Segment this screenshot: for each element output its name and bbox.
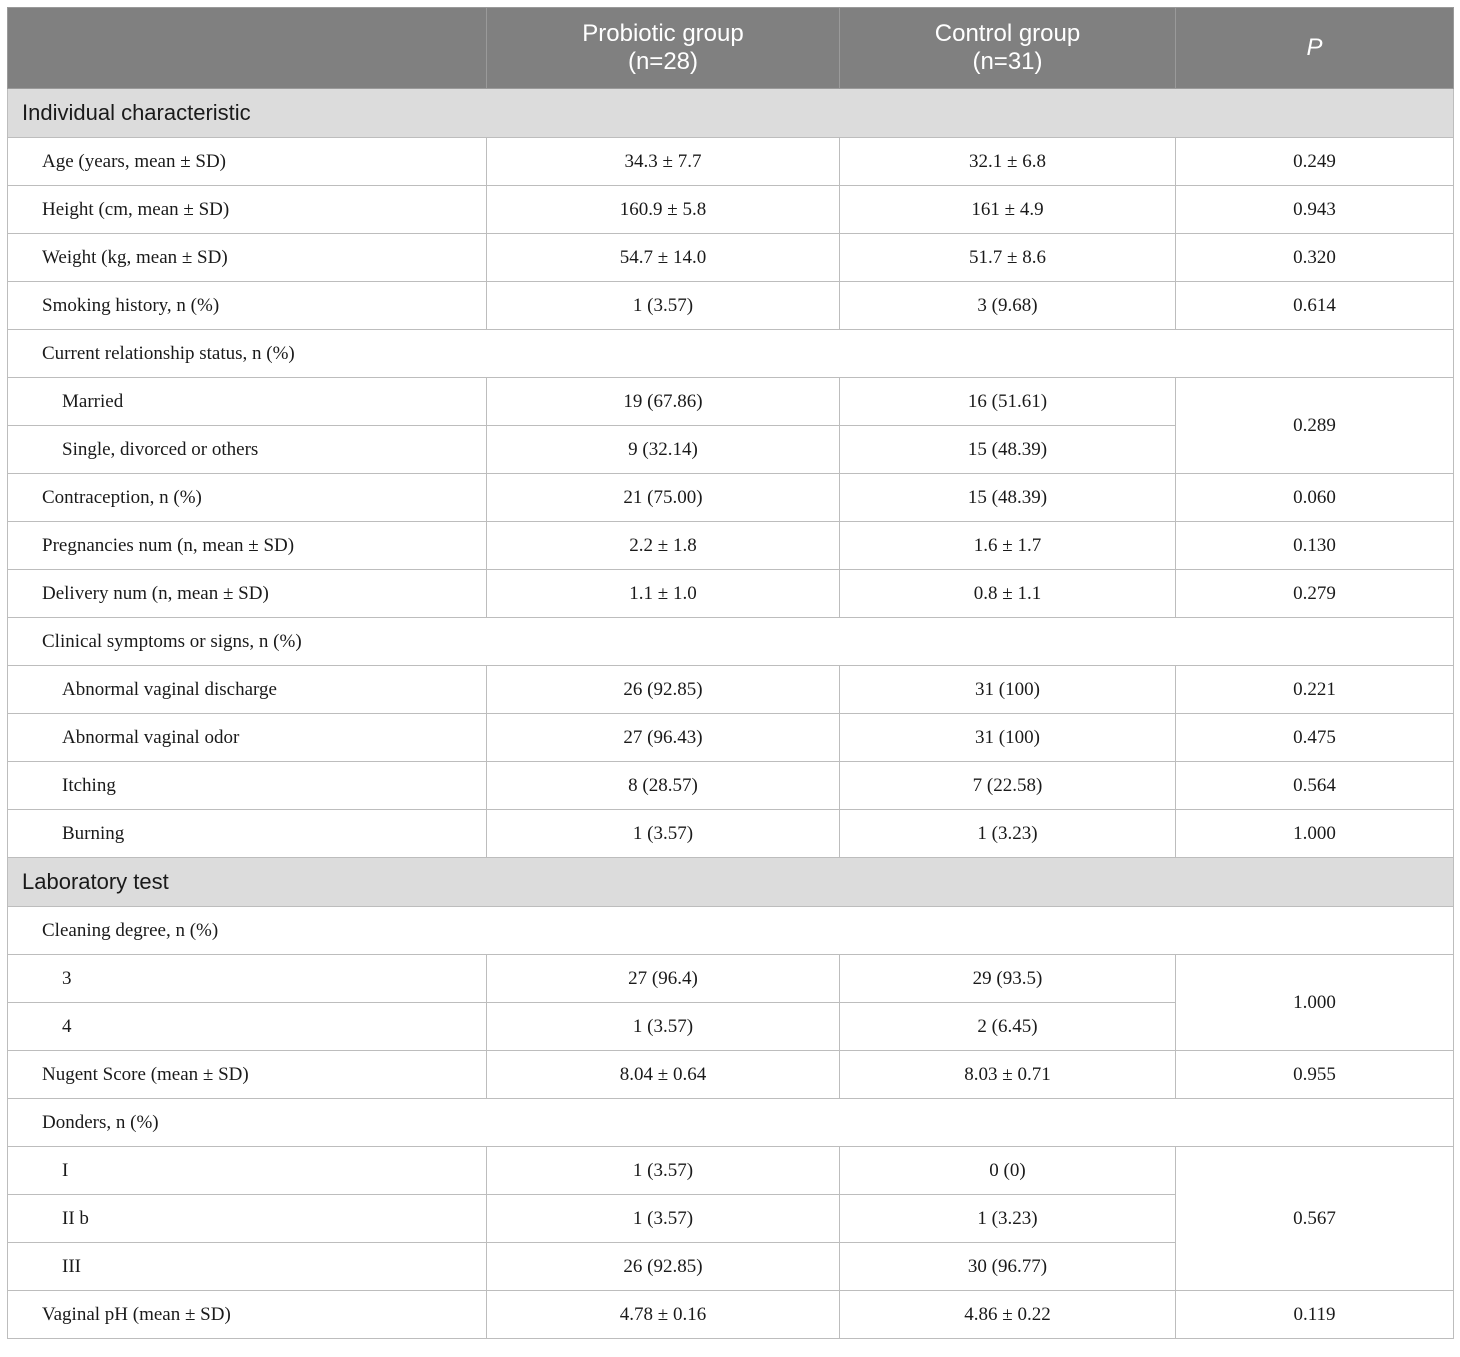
group-label: Current relationship status, n (%) (8, 330, 1454, 378)
row-label: Abnormal vaginal discharge (8, 666, 487, 714)
table-row (8, 474, 1454, 522)
table-row (8, 330, 1454, 378)
control-value: 161 ± 4.9 (840, 186, 1176, 234)
header-empty-cell (8, 8, 487, 89)
probiotic-value: 2.2 ± 1.8 (487, 522, 840, 570)
p-value: 0.060 (1176, 474, 1454, 522)
table-row (8, 138, 1454, 186)
control-value: 30 (96.77) (840, 1243, 1176, 1291)
control-value: 3 (9.68) (840, 282, 1176, 330)
table-row (8, 234, 1454, 282)
probiotic-value: 4.78 ± 0.16 (487, 1291, 840, 1339)
control-value: 15 (48.39) (840, 474, 1176, 522)
control-value: 16 (51.61) (840, 378, 1176, 426)
row-label: III (8, 1243, 487, 1291)
probiotic-value: 160.9 ± 5.8 (487, 186, 840, 234)
control-value: 0.8 ± 1.1 (840, 570, 1176, 618)
table-row (8, 378, 1454, 426)
control-value: 8.03 ± 0.71 (840, 1051, 1176, 1099)
header-probiotic-n: (n=28) (627, 48, 699, 75)
probiotic-value: 26 (92.85) (487, 666, 840, 714)
table-row (8, 907, 1454, 955)
row-label: 3 (8, 955, 487, 1003)
probiotic-value: 26 (92.85) (487, 1243, 840, 1291)
row-label: Pregnancies num (n, mean ± SD) (8, 522, 487, 570)
table-row (8, 282, 1454, 330)
table-row (8, 186, 1454, 234)
table-row (8, 570, 1454, 618)
p-value: 0.119 (1176, 1291, 1454, 1339)
control-value: 4.86 ± 0.22 (840, 1291, 1176, 1339)
table-row (8, 1099, 1454, 1147)
row-label: Smoking history, n (%) (8, 282, 487, 330)
table-row (8, 1147, 1454, 1195)
p-value: 0.564 (1176, 762, 1454, 810)
table-row (8, 955, 1454, 1003)
row-label: Burning (8, 810, 487, 858)
header-control-name: Control group (934, 20, 1081, 47)
control-value: 1 (3.23) (840, 1195, 1176, 1243)
probiotic-value: 1 (3.57) (487, 1003, 840, 1051)
p-value: 1.000 (1176, 810, 1454, 858)
p-value: 0.221 (1176, 666, 1454, 714)
header-p-value: P (1176, 8, 1454, 89)
row-label: II b (8, 1195, 487, 1243)
group-label: Donders, n (%) (8, 1099, 1454, 1147)
p-value: 0.955 (1176, 1051, 1454, 1099)
row-label: 4 (8, 1003, 487, 1051)
section-row (8, 858, 1454, 907)
row-label: Delivery num (n, mean ± SD) (8, 570, 487, 618)
table-row (8, 1291, 1454, 1339)
table-row (8, 666, 1454, 714)
control-value: 31 (100) (840, 666, 1176, 714)
baseline-characteristics-table (7, 7, 1454, 1339)
control-value: 2 (6.45) (840, 1003, 1176, 1051)
row-label: Weight (kg, mean ± SD) (8, 234, 487, 282)
control-value: 1 (3.23) (840, 810, 1176, 858)
table-row (8, 1051, 1454, 1099)
row-label: Contraception, n (%) (8, 474, 487, 522)
control-value: 51.7 ± 8.6 (840, 234, 1176, 282)
row-label: Itching (8, 762, 487, 810)
p-value: 0.130 (1176, 522, 1454, 570)
row-label: Nugent Score (mean ± SD) (8, 1051, 487, 1099)
p-value: 0.475 (1176, 714, 1454, 762)
section-laboratory-test: Laboratory test (8, 858, 1454, 907)
row-label: I (8, 1147, 487, 1195)
control-value: 1.6 ± 1.7 (840, 522, 1176, 570)
control-value: 31 (100) (840, 714, 1176, 762)
row-label: Single, divorced or others (8, 426, 487, 474)
row-label: Age (years, mean ± SD) (8, 138, 487, 186)
p-value: 0.614 (1176, 282, 1454, 330)
probiotic-value: 1 (3.57) (487, 1147, 840, 1195)
group-label: Clinical symptoms or signs, n (%) (8, 618, 1454, 666)
probiotic-value: 21 (75.00) (487, 474, 840, 522)
probiotic-value: 19 (67.86) (487, 378, 840, 426)
probiotic-value: 27 (96.43) (487, 714, 840, 762)
probiotic-value: 1 (3.57) (487, 282, 840, 330)
row-label: Abnormal vaginal odor (8, 714, 487, 762)
control-value: 0 (0) (840, 1147, 1176, 1195)
table-row (8, 522, 1454, 570)
probiotic-value: 8.04 ± 0.64 (487, 1051, 840, 1099)
probiotic-value: 8 (28.57) (487, 762, 840, 810)
control-value: 29 (93.5) (840, 955, 1176, 1003)
p-value: 0.289 (1176, 378, 1454, 474)
probiotic-value: 34.3 ± 7.7 (487, 138, 840, 186)
p-value: 0.249 (1176, 138, 1454, 186)
header-probiotic-group (487, 8, 840, 89)
p-value: 0.567 (1176, 1147, 1454, 1291)
control-value: 32.1 ± 6.8 (840, 138, 1176, 186)
section-individual-characteristic: Individual characteristic (8, 89, 1454, 138)
row-label: Married (8, 378, 487, 426)
table-row (8, 618, 1454, 666)
table-row (8, 714, 1454, 762)
probiotic-value: 27 (96.4) (487, 955, 840, 1003)
probiotic-value: 1 (3.57) (487, 1195, 840, 1243)
probiotic-value: 1.1 ± 1.0 (487, 570, 840, 618)
p-value: 0.943 (1176, 186, 1454, 234)
header-probiotic-name: Probiotic group (582, 20, 744, 47)
p-value: 0.320 (1176, 234, 1454, 282)
probiotic-value: 54.7 ± 14.0 (487, 234, 840, 282)
probiotic-value: 1 (3.57) (487, 810, 840, 858)
table-header-row (8, 8, 1454, 89)
p-value: 1.000 (1176, 955, 1454, 1051)
control-value: 15 (48.39) (840, 426, 1176, 474)
group-label: Cleaning degree, n (%) (8, 907, 1454, 955)
header-control-n: (n=31) (972, 48, 1043, 75)
p-value: 0.279 (1176, 570, 1454, 618)
control-value: 7 (22.58) (840, 762, 1176, 810)
section-row (8, 89, 1454, 138)
probiotic-value: 9 (32.14) (487, 426, 840, 474)
table-row (8, 762, 1454, 810)
row-label: Height (cm, mean ± SD) (8, 186, 487, 234)
table-row (8, 810, 1454, 858)
header-control-group (840, 8, 1176, 89)
row-label: Vaginal pH (mean ± SD) (8, 1291, 487, 1339)
